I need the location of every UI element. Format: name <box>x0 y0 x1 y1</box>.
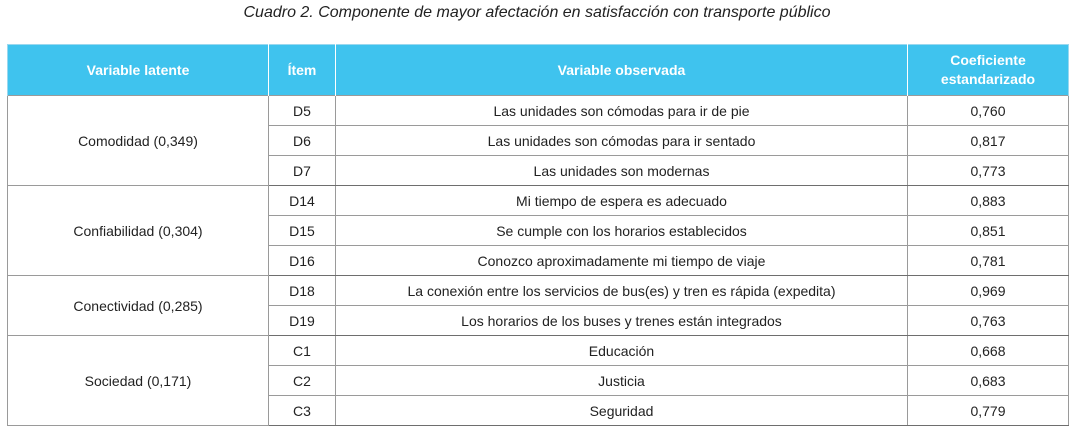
latent-variable-cell: Conectividad (0,285) <box>8 276 269 336</box>
observed-variable-cell: Las unidades son cómodas para ir sentado <box>336 126 908 156</box>
latent-variable-cell: Confiabilidad (0,304) <box>8 186 269 276</box>
item-cell: D5 <box>269 96 336 126</box>
header-row <box>8 45 1069 96</box>
table-caption: Cuadro 2. Componente de mayor afectación en satisfacción con transporte público <box>243 4 831 21</box>
item-cell: D16 <box>269 246 336 276</box>
observed-variable-cell: Conozco aproximadamente mi tiempo de viaje <box>336 246 908 276</box>
header-coef-line2: estandarizado <box>940 71 1036 87</box>
item-cell: C1 <box>269 336 336 366</box>
observed-variable-cell: La conexión entre los servicios de bus(es) y tren es rápida (expedita) <box>336 276 908 306</box>
latent-variable-cell: Comodidad (0,349) <box>8 96 269 186</box>
observed-variable-cell: Los horarios de los buses y trenes están integrados <box>336 306 908 336</box>
coefficient-cell: 0,683 <box>908 366 1069 396</box>
item-cell: D7 <box>269 156 336 186</box>
table-row <box>8 96 1069 126</box>
coefficient-cell: 0,969 <box>908 276 1069 306</box>
table-row <box>8 186 1069 216</box>
observed-variable-cell: Las unidades son modernas <box>336 156 908 186</box>
coefficient-cell: 0,851 <box>908 216 1069 246</box>
header-standardized-coefficient <box>908 45 1069 96</box>
header-item: Ítem <box>269 45 336 96</box>
observed-variable-cell: Educación <box>336 336 908 366</box>
observed-variable-cell: Se cumple con los horarios establecidos <box>336 216 908 246</box>
coefficient-cell: 0,668 <box>908 336 1069 366</box>
item-cell: D19 <box>269 306 336 336</box>
coefficient-cell: 0,781 <box>908 246 1069 276</box>
coefficient-cell: 0,763 <box>908 306 1069 336</box>
observed-variable-cell: Seguridad <box>336 396 908 426</box>
observed-variable-cell: Las unidades son cómodas para ir de pie <box>336 96 908 126</box>
item-cell: D14 <box>269 186 336 216</box>
coefficient-cell: 0,817 <box>908 126 1069 156</box>
header-coef-line1: Coeficiente <box>950 52 1026 68</box>
observed-variable-cell: Justicia <box>336 366 908 396</box>
results-table <box>7 44 1069 426</box>
coefficient-cell: 0,779 <box>908 396 1069 426</box>
latent-variable-cell: Sociedad (0,171) <box>8 336 269 426</box>
observed-variable-cell: Mi tiempo de espera es adecuado <box>336 186 908 216</box>
item-cell: C2 <box>269 366 336 396</box>
header-observed-variable: Variable observada <box>336 45 908 96</box>
table-row <box>8 336 1069 366</box>
item-cell: D15 <box>269 216 336 246</box>
table-row <box>8 276 1069 306</box>
coefficient-cell: 0,760 <box>908 96 1069 126</box>
item-cell: C3 <box>269 396 336 426</box>
item-cell: D18 <box>269 276 336 306</box>
coefficient-cell: 0,883 <box>908 186 1069 216</box>
coefficient-cell: 0,773 <box>908 156 1069 186</box>
item-cell: D6 <box>269 126 336 156</box>
header-latent-variable: Variable latente <box>8 45 269 96</box>
